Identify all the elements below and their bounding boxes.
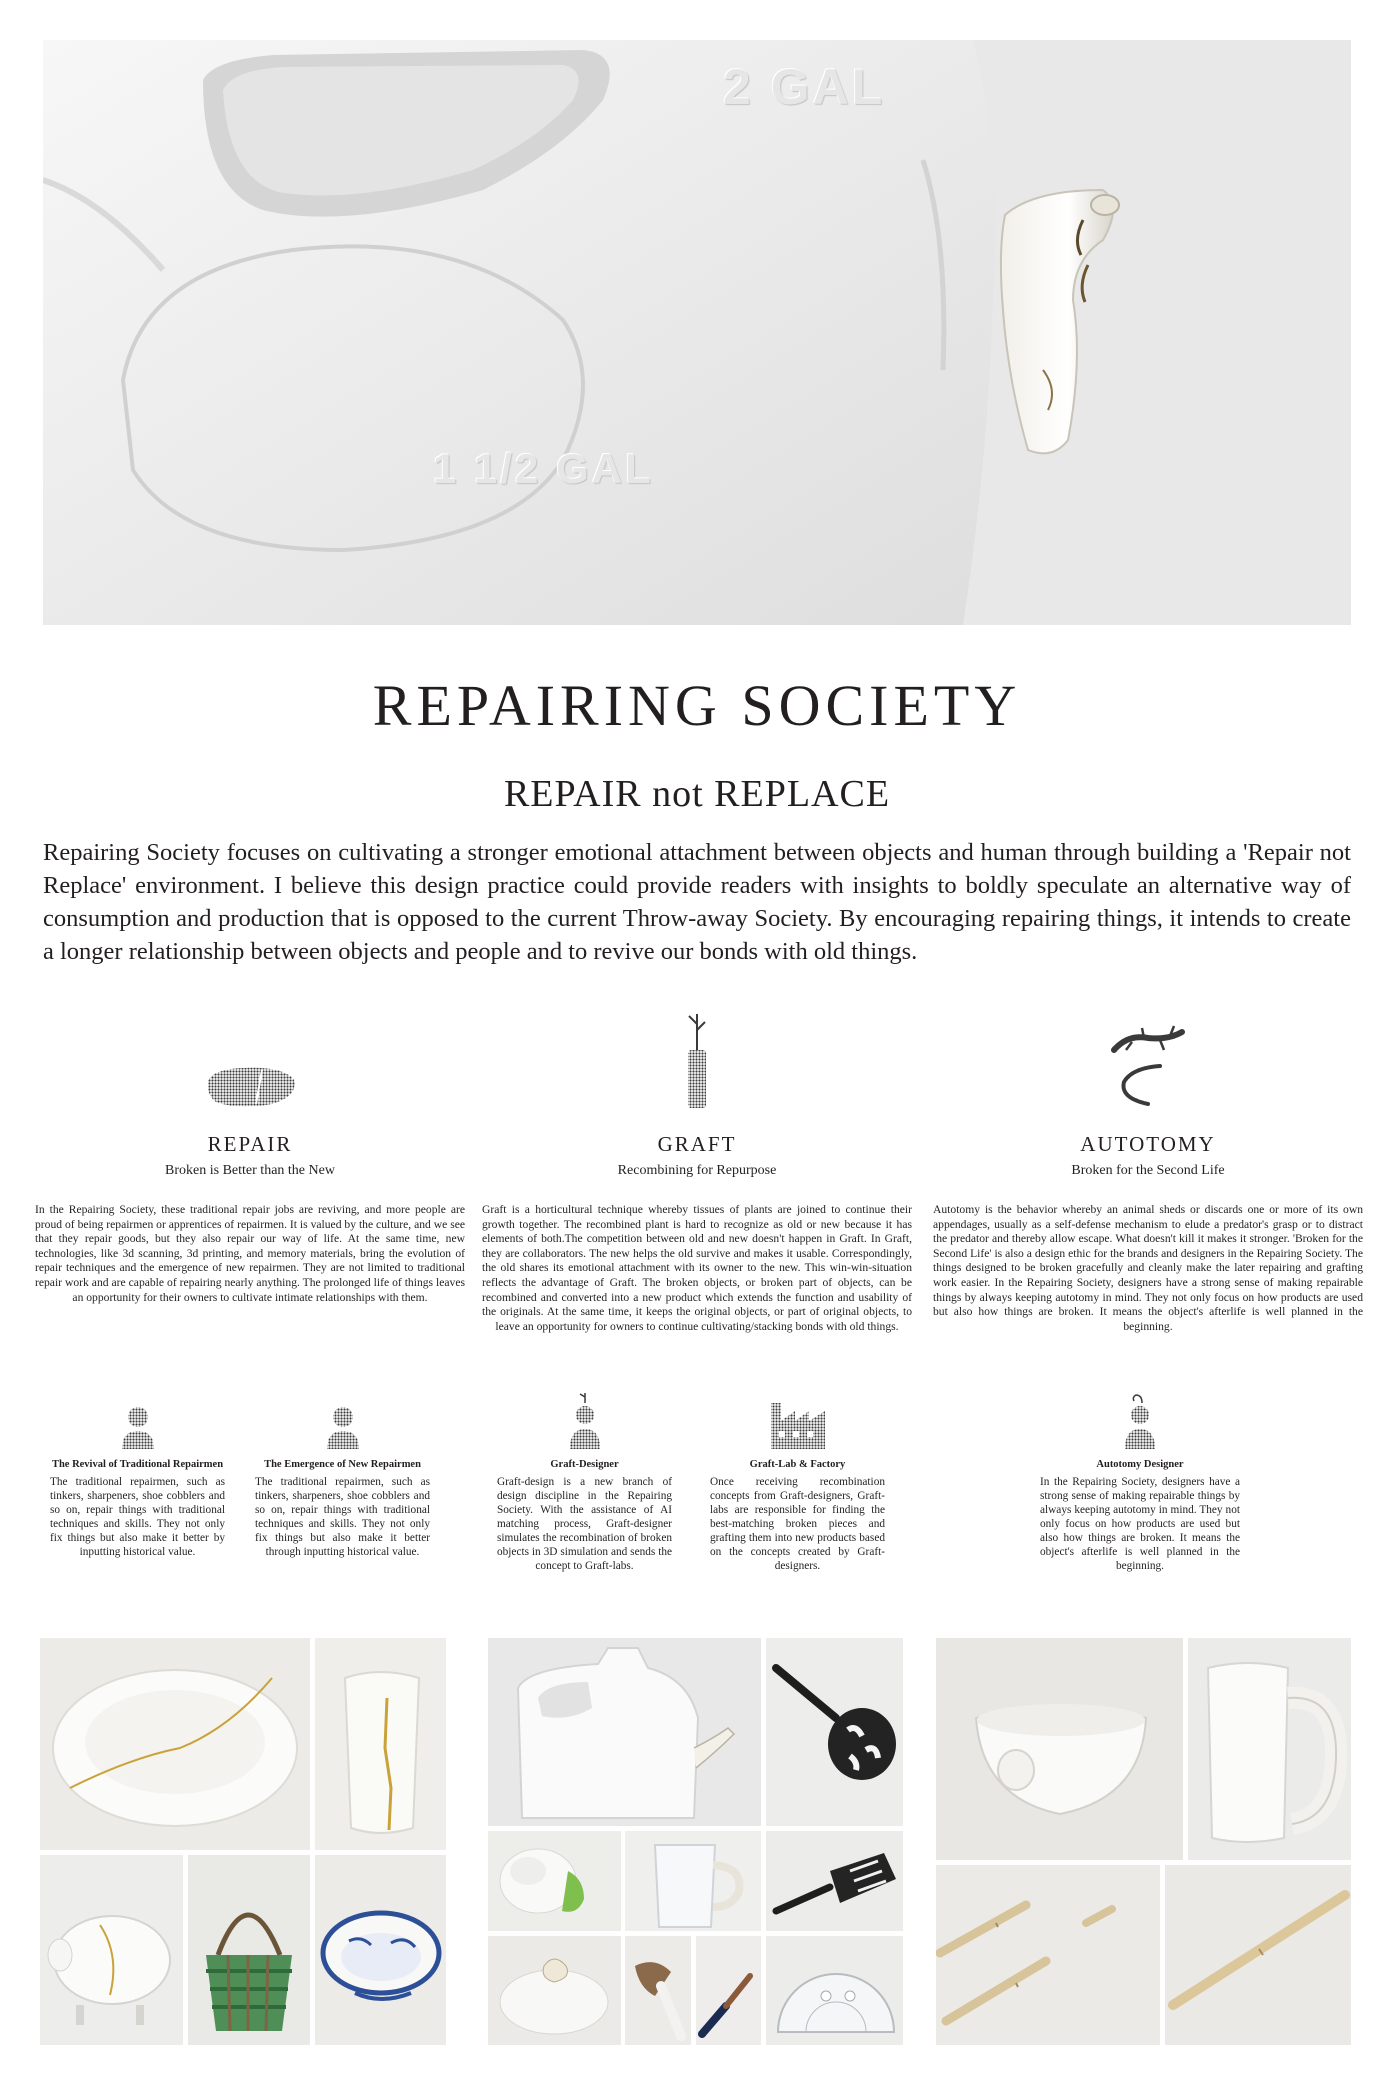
concept-body: Graft is a horticultural technique whereby tissues of plants are joined to continue their growth together. The recombined plant is hard to recognize as old or new because it has elements of both.The competition between old and new doesn't happen in Graft. In Graft, they are collaborators. The new helps the old survive and makes it usable. Correspondingly, the old shares its emotional attachment with its owner to the new. This win-win-situation reflects the advantage of Graft. The broken objects, or broken part of objects, can be recombined and converted into a new product which extends the function and usability of the originals. At the same time, it keeps the original objects, or part of original objects, to leave an opportunity for owners to continue cultivating/stacking bonds with old things. bbox=[482, 1203, 912, 1333]
concept-title: AUTOTOMY bbox=[1080, 1132, 1216, 1156]
lizard-icon bbox=[933, 1010, 1363, 1110]
photo-white-mug bbox=[1188, 1638, 1351, 1860]
intro-paragraph: Repairing Society focuses on cultivating a stronger emotional attachment between objects and human through building a 'Repair not Replace' environment. I believe this design practice could provide readers with insights to boldly speculate an alternative way of consumption and production that is opposed to the current Throw-away Society. By encouraging repairing things, it intends to create a longer relationship between objects and people and to revive our bonds with old things. bbox=[43, 839, 1351, 965]
jug-label-lower: 1 1/2 GAL bbox=[433, 445, 654, 492]
hero-image bbox=[43, 40, 1351, 625]
page-subtitle: REPAIR not REPLACE bbox=[503, 773, 891, 815]
role-body: Once receiving recombination concepts from Graft-designers, Graft-labs are responsible for finding the best-matching broken pieces and grafting them into new products based on the concepts created by Graft-designers. bbox=[710, 1476, 885, 1572]
concept-tagline: Broken is Better than the New bbox=[165, 1163, 335, 1178]
person-icon bbox=[255, 1393, 430, 1449]
role-autotomy-designer bbox=[1040, 1393, 1240, 1573]
role-title: The Emergence of New Repairmen bbox=[264, 1459, 421, 1470]
photo-blue-white-bowl bbox=[315, 1855, 446, 2045]
role-traditional-repairmen bbox=[50, 1393, 225, 1559]
concept-body: Autotomy is the behavior whereby an animal sheds or discards one or more of its own appendages, usually as a self-defense mechanism to elude a predator's grasp or to distract the predator and thereby allow escape. What doesn't kill it makes it stronger. 'Broken for the Second Life' is also a design ethic for the brands and designers in the Repairing Society. The things designed to be broken gracefully and cleanly make the later repairing and grafting work easier. In the Repairing Society, designers have a strong sense of making repairable things by always keeping autotomy in mind. They not only focus on how products are used but also how things are broken. It means the object's afterlife is well planned in the beginning. bbox=[933, 1203, 1363, 1333]
concept-tagline: Broken for the Second Life bbox=[1071, 1163, 1225, 1178]
photo-wooden-brush bbox=[625, 1936, 691, 2045]
photo-glass-pitcher bbox=[625, 1831, 761, 1931]
role-title: Graft-Designer bbox=[550, 1459, 619, 1470]
role-new-repairmen bbox=[255, 1393, 430, 1559]
photo-kintsugi-piggy-bank bbox=[40, 1855, 183, 2045]
role-body: The traditional repairmen, such as tinkers, sharpeners, shoe cobblers and so on, repair things with traditional techniques and skills. They not only fix things but also make it better through inputting historical value. bbox=[255, 1476, 430, 1558]
graft-plant-icon bbox=[482, 1010, 912, 1110]
role-title: The Revival of Traditional Repairmen bbox=[51, 1459, 224, 1470]
stone-icon bbox=[35, 1010, 465, 1110]
concept-graft bbox=[482, 1010, 912, 1334]
photo-watering-can bbox=[488, 1831, 621, 1931]
role-title: Graft-Lab & Factory bbox=[749, 1459, 846, 1470]
photo-handle-tool bbox=[696, 1936, 761, 2045]
photo-spatula bbox=[766, 1831, 903, 1931]
graft-designer-icon bbox=[497, 1393, 672, 1449]
photo-white-bowl bbox=[936, 1638, 1183, 1860]
photo-white-lid bbox=[488, 1936, 621, 2045]
photo-protractor bbox=[766, 1936, 903, 2045]
photo-kintsugi-cup bbox=[315, 1638, 446, 1850]
photo-long-bamboo-stick bbox=[1165, 1865, 1351, 2045]
person-icon bbox=[50, 1393, 225, 1449]
concept-repair bbox=[35, 1010, 465, 1305]
photo-black-spoon bbox=[766, 1638, 903, 1826]
photo-bamboo-sticks bbox=[936, 1865, 1160, 2045]
role-body: Graft-design is a new branch of design discipline in the Repairing Society. With the assistance of AI matching process, Graft-designer simulates the recombination of broken objects in 3D simulation and sends the concept to Graft-labs. bbox=[497, 1476, 672, 1572]
autotomy-designer-icon bbox=[1040, 1393, 1240, 1449]
role-graft-designer bbox=[497, 1393, 672, 1573]
concept-tagline: Recombining for Repurpose bbox=[617, 1163, 777, 1178]
role-body: The traditional repairmen, such as tinkers, sharpeners, shoe cobblers and so on, repair things with traditional techniques and skills. They not only fix things but also make it better by inputting historical value. bbox=[50, 1476, 225, 1558]
concept-title: REPAIR bbox=[207, 1132, 293, 1156]
jug-label-upper: 2 GAL bbox=[723, 59, 886, 115]
concept-body: In the Repairing Society, these traditional repair jobs are reviving, and more people are proud of being repairmen or apprentices of repairmen. It is valued by the culture, and we see that they repair goods, but they also repair our way of life. At the same time, new technologies, like 3d scanning, 3d printing, and memory materials, bring the evolution of repair techniques and the emergence of new repairmen. They are not limited to traditional repair work and are capable of repairing nearly anything. The prolonged life of things leaves an opportunity for their owners to cultivate intimate relationships with them. bbox=[35, 1203, 465, 1304]
role-body: In the Repairing Society, designers have a strong sense of making repairable things by always keeping autotomy in mind. They not only focus on how products are used but also how things are broken. It means the object's afterlife is well planned in the beginning. bbox=[1040, 1476, 1240, 1572]
concept-autotomy bbox=[933, 1010, 1363, 1334]
photo-kintsugi-plate bbox=[40, 1638, 310, 1850]
concept-title: GRAFT bbox=[657, 1132, 737, 1156]
photo-green-woven-basket bbox=[188, 1855, 310, 2045]
factory-icon bbox=[710, 1393, 885, 1449]
photo-gallon-jug-spout bbox=[488, 1638, 761, 1826]
page-title: REPAIRING SOCIETY bbox=[372, 673, 1022, 738]
role-title: Autotomy Designer bbox=[1096, 1459, 1184, 1470]
role-graft-lab bbox=[710, 1393, 885, 1573]
